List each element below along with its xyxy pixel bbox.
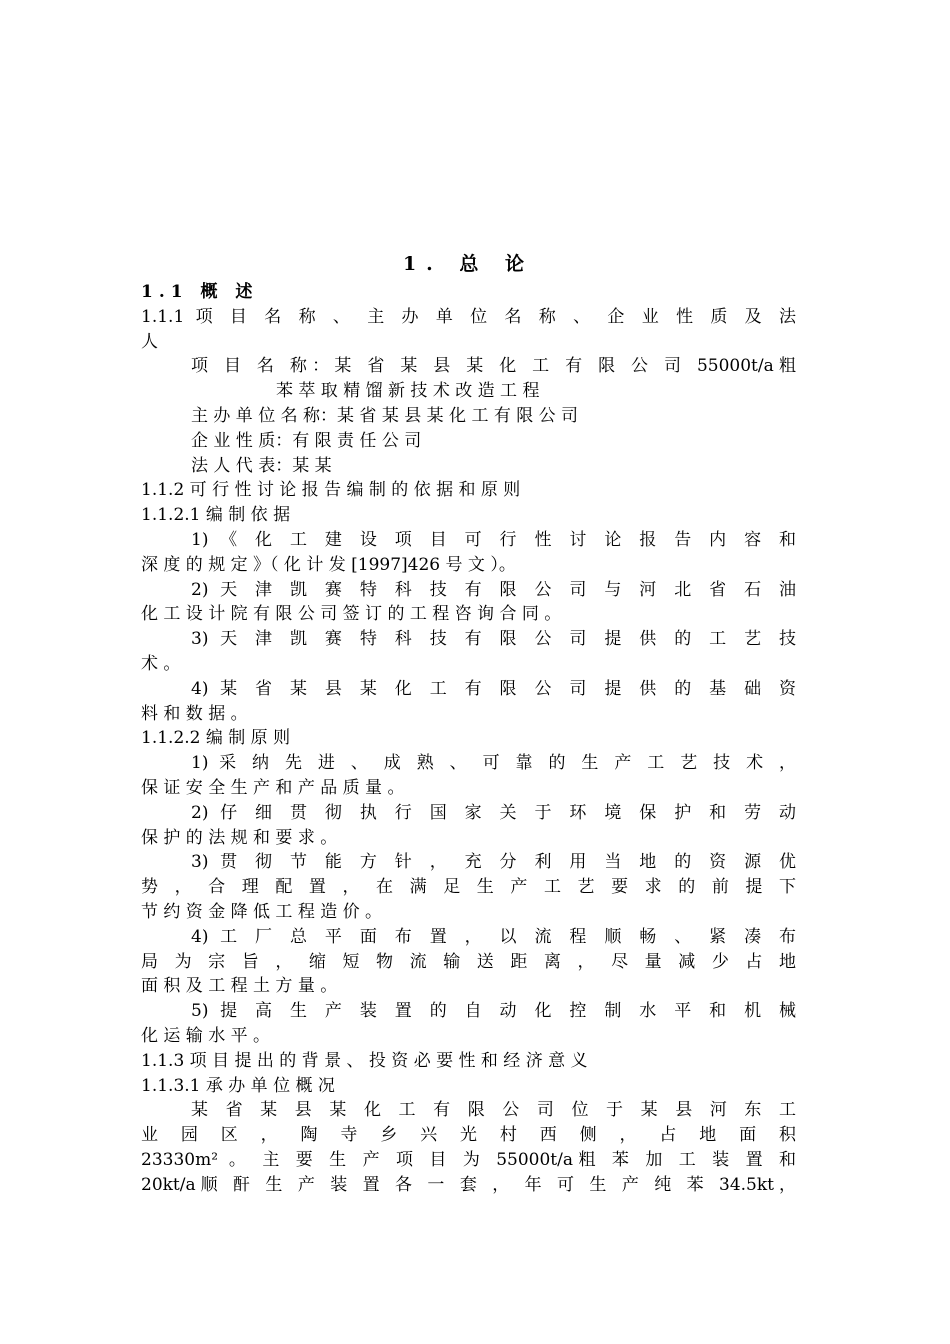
text-line: 苯 萃 取 精 馏 新 技 术 改 造 工 程 — [276, 381, 540, 402]
text-line: 节 约 资 金 降 低 工 程 造 价 。 — [141, 901, 383, 922]
text-line: 1.1.3 项 目 提 出 的 背 景 、 投 资 必 要 性 和 经 济 意 义 — [141, 1050, 588, 1071]
text-line: 项 目 名 称：某 省 某 县 某 化 工 有 限 公 司 55000t/a粗 — [191, 356, 796, 377]
text-line: 5) 提 高 生 产 装 置 的 自 动 化 控 制 水 平 和 机 械 — [191, 1001, 796, 1022]
text-line: 局 为 宗 旨 ， 缩 短 物 流 输 送 距 离 ， 尽 量 减 少 占 地 — [141, 951, 796, 972]
text-line: 4) 工 厂 总 平 面 布 置 ， 以 流 程 顺 畅 、 紧 凑 布 — [191, 926, 796, 947]
text-line: 势 ， 合 理 配 置 ， 在 满 足 生 产 工 艺 要 求 的 前 提 下 — [141, 877, 796, 898]
text-line: 1.1.2 可 行 性 讨 论 报 告 编 制 的 依 据 和 原 则 — [141, 480, 521, 501]
text-line: 2) 天 津 凯 赛 特 科 技 有 限 公 司 与 河 北 省 石 油 — [191, 579, 796, 600]
text-line: 1.1.1 项 目 名 称 、 主 办 单 位 名 称 、 企 业 性 质 及 法 — [141, 306, 796, 327]
text-line: 3) 贯 彻 节 能 方 针 ， 充 分 利 用 当 地 的 资 源 优 — [191, 852, 796, 873]
text-line: 保 护 的 法 规 和 要 求 。 — [141, 827, 338, 848]
text-line: 术 。 — [141, 653, 181, 674]
body-text — [141, 280, 796, 1197]
text-line: 企 业 性 质：有 限 责 任 公 司 — [191, 430, 422, 451]
text-line: 1.1 概 述 — [141, 282, 259, 302]
text-line: 2) 仔 细 贯 彻 执 行 国 家 关 于 环 境 保 护 和 劳 动 — [191, 802, 796, 823]
text-line: 1.1.2.2 编 制 原 则 — [141, 728, 291, 749]
text-line: 保 证 安 全 生 产 和 产 品 质 量 。 — [141, 777, 405, 798]
text-line: 化 工 设 计 院 有 限 公 司 签 订 的 工 程 咨 询 合 同 。 — [141, 604, 562, 625]
text-line: 面 积 及 工 程 土 方 量 。 — [141, 976, 338, 997]
text-line: 3) 天 津 凯 赛 特 科 技 有 限 公 司 提 供 的 工 艺 技 — [191, 629, 796, 650]
text-line: 人 — [141, 331, 158, 352]
text-line: 主 办 单 位 名 称：某 省 某 县 某 化 工 有 限 公 司 — [191, 405, 579, 426]
document-page — [141, 250, 796, 1197]
text-line: 20kt/a顺 酐 生 产 装 置 各 一 套 ， 年 可 生 产 纯 苯 34.5kt， — [141, 1174, 796, 1195]
text-line: 1) 《 化 工 建 设 项 目 可 行 性 讨 论 报 告 内 容 和 — [191, 529, 796, 550]
text-line: 某 省 某 县 某 化 工 有 限 公 司 位 于 某 县 河 东 工 — [191, 1100, 796, 1121]
text-line: 4) 某 省 某 县 某 化 工 有 限 公 司 提 供 的 基 础 资 — [191, 678, 796, 699]
text-line: 1.1.2.1 编 制 依 据 — [141, 505, 291, 526]
text-line: 料 和 数 据 。 — [141, 703, 248, 724]
text-line: 深 度 的 规 定 》（ 化 计 发 [1997]426 号 文 ）。 — [141, 554, 516, 575]
chapter-title: 1. 总 论 — [402, 253, 535, 275]
text-line: 业 园 区 ， 陶 寺 乡 兴 光 村 西 侧 ， 占 地 面 积 — [141, 1125, 796, 1146]
text-line: 1.1.3.1 承 办 单 位 概 况 — [141, 1075, 335, 1096]
text-line: 1) 采 纳 先 进 、 成 熟 、 可 靠 的 生 产 工 艺 技 术 ， — [191, 753, 796, 774]
text-line: 23330m² 。 主 要 生 产 项 目 为 55000t/a粗 苯 加 工 装 置 和 — [141, 1149, 796, 1170]
text-line: 法 人 代 表：某 某 — [191, 455, 332, 476]
text-line: 化 运 输 水 平 。 — [141, 1025, 271, 1046]
